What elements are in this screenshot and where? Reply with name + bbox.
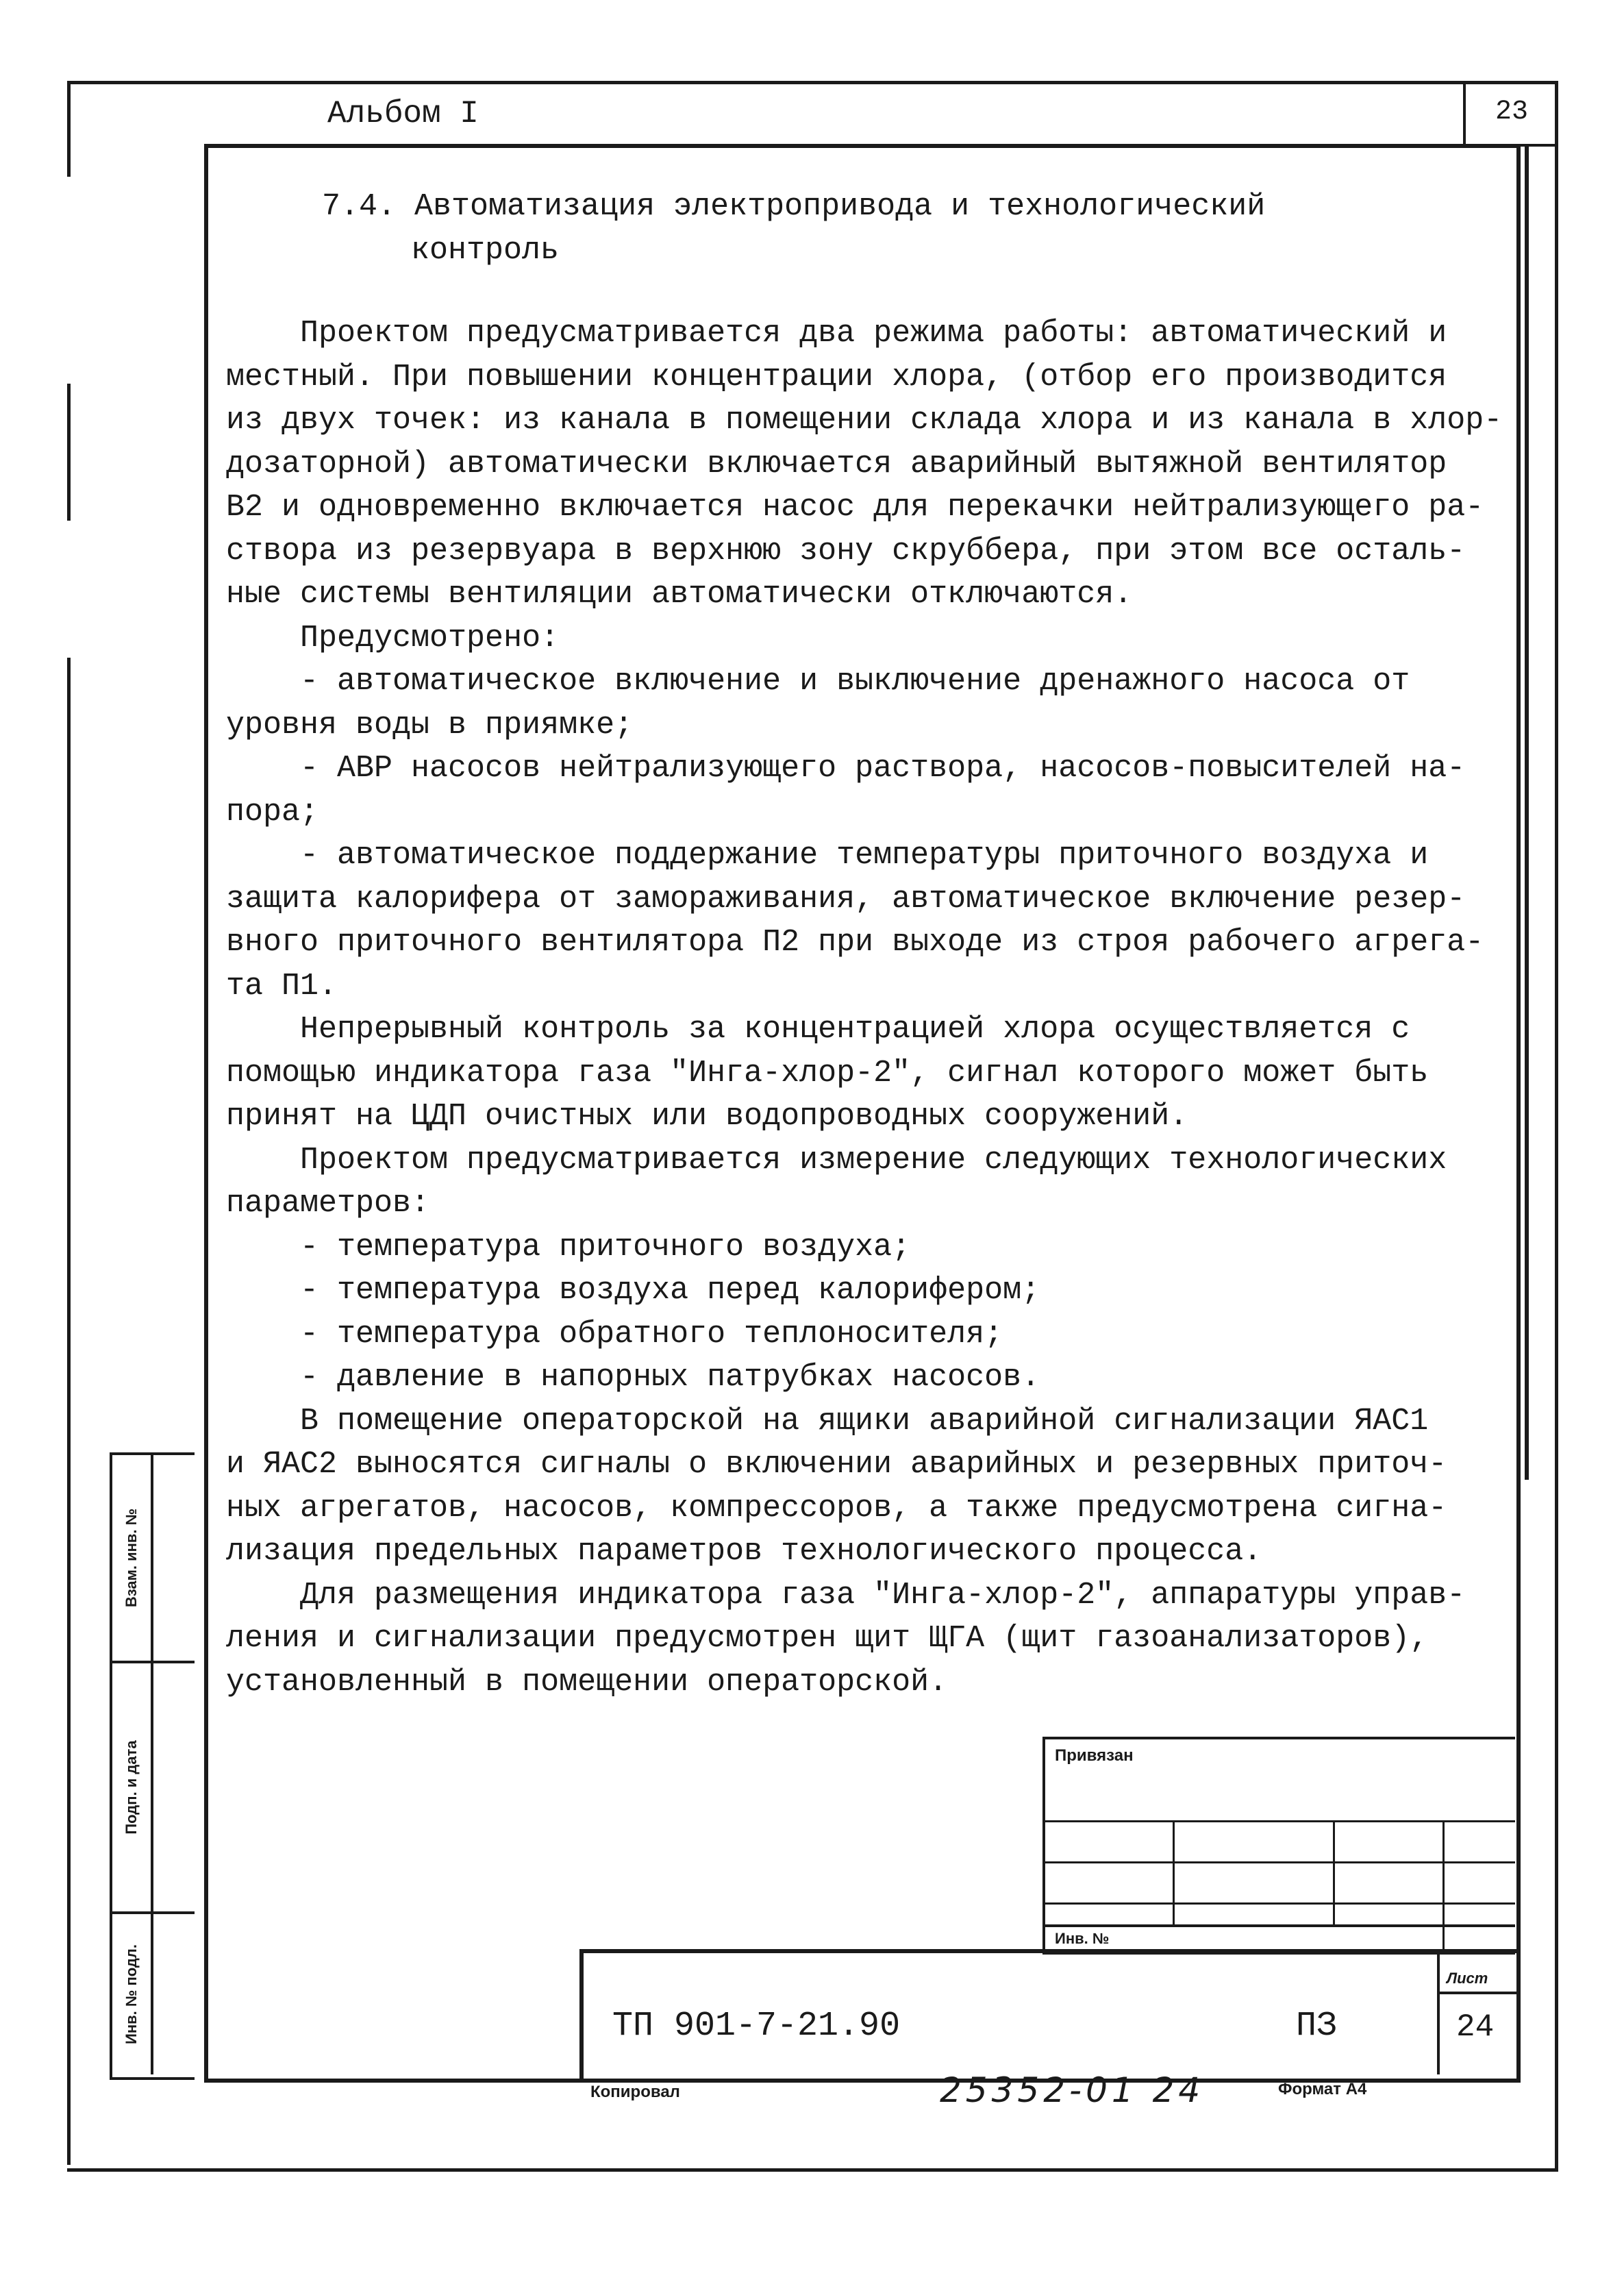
side-label-signature: Подп. и дата xyxy=(112,1663,153,1911)
title-block xyxy=(579,1949,1516,2079)
text-line: Для размещения индикатора газа "Инга-хлор-2", аппаратуры управ- xyxy=(226,1577,1466,1613)
text-line: вного приточного вентилятора П2 при выходе из строя рабочего агрега- xyxy=(226,925,1484,960)
text-line: - автоматическое поддержание температуры приточного воздуха и xyxy=(226,838,1429,873)
handwritten-archive-number: 25352-01 24 xyxy=(940,2070,1205,2110)
stamp-divider xyxy=(1173,1820,1175,1924)
album-page-number: 23 xyxy=(1463,81,1558,147)
text-line: В помещение операторской на ящики аварийной сигнализации ЯАС1 xyxy=(226,1403,1429,1439)
section-heading-line1: 7.4. Автоматизация электропривода и технологический xyxy=(322,189,1266,224)
text-line: - температура обратного теплоносителя; xyxy=(226,1316,1003,1352)
text-line: Проектом предусматривается измерение следующих технологических xyxy=(226,1142,1447,1178)
text-line: из двух точек: из канала в помещении склада хлора и из канала в хлор- xyxy=(226,403,1503,438)
text-line: пора; xyxy=(226,794,319,830)
document-type: ПЗ xyxy=(1296,2007,1338,2046)
text-line: Проектом предусматривается два режима работы: автоматический и xyxy=(226,316,1447,351)
text-line: Предусмотрено: xyxy=(226,620,560,656)
text-line: - температура воздуха перед калорифером; xyxy=(226,1273,1040,1308)
text-line: та П1. xyxy=(226,968,338,1004)
section-heading-line2: контроль xyxy=(411,232,560,268)
text-line: параметров: xyxy=(226,1186,430,1221)
left-edge-mark xyxy=(67,384,71,521)
side-cell-signature xyxy=(112,1663,195,1914)
sheet-label: Лист xyxy=(1447,1970,1488,1987)
stamp-rule xyxy=(1045,1924,1515,1927)
text-line: - автоматическое включение и выключение дренажного насоса от xyxy=(226,664,1410,699)
main-text xyxy=(226,185,1503,1704)
text-line: дозаторной) автоматически включается аварийный вытяжной вентилятор xyxy=(226,446,1447,482)
sheet-box-rule xyxy=(1440,1992,1519,1994)
text-line: лизация предельных параметров технологического процесса. xyxy=(226,1534,1262,1569)
stamp-rule xyxy=(1045,1902,1515,1905)
binding-stamp-title: Привязан xyxy=(1055,1746,1134,1765)
format-label: Формат А4 xyxy=(1278,2080,1367,2098)
text-line: В2 и одновременно включается насос для перекачки нейтрализующего ра- xyxy=(226,490,1484,525)
text-line: - температура приточного воздуха; xyxy=(226,1229,911,1265)
side-stamp-strip xyxy=(110,1452,195,2080)
album-label: Альбом I xyxy=(327,96,479,132)
side-label-replacement: Взам. инв. № xyxy=(112,1455,153,1661)
stamp-divider xyxy=(1333,1820,1335,1924)
inventory-number-label: Инв. № xyxy=(1055,1930,1110,1947)
text-line: - давление в напорных патрубках насосов. xyxy=(226,1360,1040,1395)
text-line: ные системы вентиляции автоматически отключаются. xyxy=(226,577,1133,612)
text-line: и ЯАС2 выносятся сигналы о включении аварийных и резервных приточ- xyxy=(226,1447,1447,1482)
text-line: защита калорифера от замораживания, автоматическое включение резер- xyxy=(226,881,1466,917)
copied-by-label: Копировал xyxy=(590,2083,680,2101)
left-edge-mark xyxy=(67,658,71,2165)
text-line: ления и сигнализации предусмотрен щит ЩГА (щит газоанализаторов), xyxy=(226,1621,1429,1656)
binding-stamp xyxy=(1042,1737,1515,1955)
side-label-inventory: Инв. № подл. xyxy=(112,1914,153,2074)
text-line: принят на ЦДП очистных или водопроводных сооружений. xyxy=(226,1099,1188,1134)
stamp-rule xyxy=(1045,1820,1515,1822)
text-line: помощью индикатора газа "Инга-хлор-2", сигнал которого может быть xyxy=(226,1055,1429,1091)
sheet-number: 24 xyxy=(1456,2009,1495,2045)
text-line: установленный в помещении операторской. xyxy=(226,1664,948,1700)
side-cell-inventory xyxy=(112,1914,195,2074)
stamp-rule xyxy=(1045,1861,1515,1863)
right-inner-rule xyxy=(1525,144,1529,1480)
stamp-divider xyxy=(1442,1820,1445,1952)
text-line: - АВР насосов нейтрализующего раствора, насосов-повысителей на- xyxy=(226,751,1466,786)
side-cell-replacement xyxy=(112,1455,195,1663)
left-edge-mark xyxy=(67,81,71,177)
text-line: Непрерывный контроль за концентрацией хлора осуществляется с xyxy=(226,1012,1410,1047)
text-line: створа из резервуара в верхнюю зону скруббера, при этом все осталь- xyxy=(226,533,1466,569)
text-line: ных агрегатов, насосов, компрессоров, а также предусмотрена сигна- xyxy=(226,1490,1447,1526)
text-line: уровня воды в приямке; xyxy=(226,707,634,743)
sheet-box xyxy=(1437,1953,1519,2074)
text-line: местный. При повышении концентрации хлора, (отбор его производится xyxy=(226,359,1447,395)
document-code: ТП 901-7-21.90 xyxy=(612,2007,901,2046)
